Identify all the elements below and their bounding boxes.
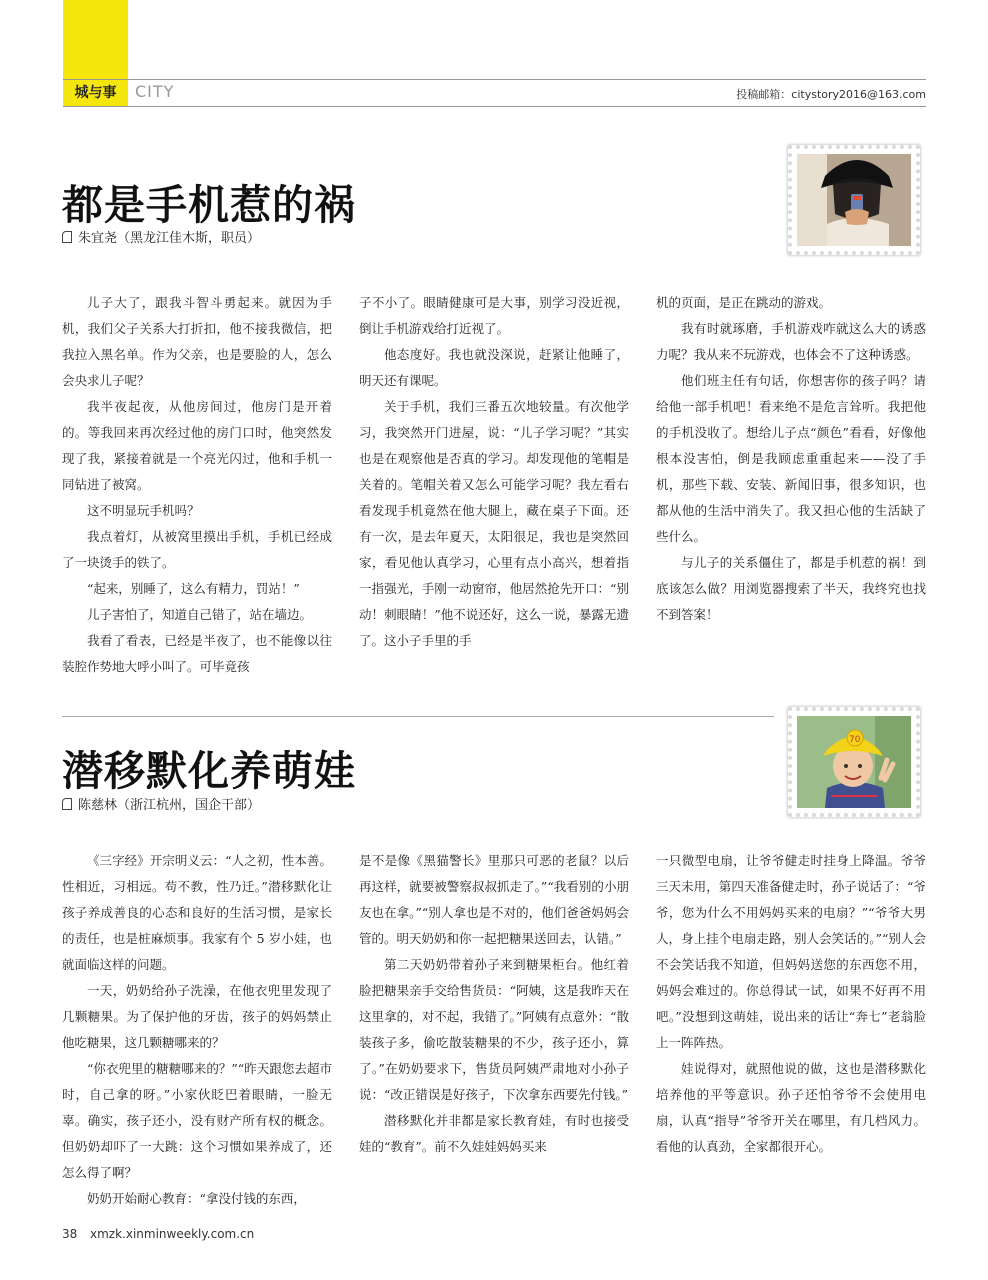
- paragraph: 奶奶开始耐心教育：“拿没付钱的东西，: [87, 1191, 306, 1206]
- article2-author: 陈慈林（浙江杭州，国企干部）: [78, 798, 261, 813]
- paragraph: 儿子害怕了，知道自己错了，站在墙边。: [87, 607, 313, 622]
- article2-column-3: [656, 848, 926, 1160]
- header-color-tab: [63, 0, 128, 79]
- header-rule-top: [63, 79, 926, 80]
- section-label: 城与事: [63, 80, 128, 106]
- paragraph: 他们班主任有句话，你想害你的孩子吗？请给他一部手机吧！看来绝不是危言耸听。我把他的手机没收了。想给儿子点“颜色”看看，好像他根本没害怕，倒是我顾虑重重起来——没了手机，那些下载、安装、新闻旧事，很多知识，也都从他的生活中消失了。我又担心他的生活缺了些什么。: [656, 373, 926, 544]
- paragraph: “你衣兜里的糖糖哪来的？”“昨天跟您去超市时，自己拿的呀。”小家伙眨巴着眼睛，一脸无辜。确实，孩子还小，没有财产所有权的概念。但奶奶却吓了一大跳：这个习惯如果养成了，还怎么得了啊？: [62, 1061, 332, 1180]
- photo-person-with-phone: [797, 154, 911, 246]
- article-divider: [62, 716, 774, 717]
- paragraph: 我有时就琢磨，手机游戏咋就这么大的诱惑力呢？我从来不玩游戏，也体会不了这种诱惑。: [656, 321, 926, 362]
- header-rule-bottom: [63, 106, 926, 107]
- paragraph: 娃说得对，就照他说的做，这也是潜移默化培养他的平等意识。孙子还怕爷爷不会使用电扇，认真“指导”爷爷开关在哪里，有几档风力。看他的认真劲，全家都很开心。: [656, 1061, 926, 1154]
- paragraph: 我点着灯，从被窝里摸出手机，手机已经成了一块烫手的铁了。: [62, 529, 332, 570]
- paragraph: 一天，奶奶给孙子洗澡，在他衣兜里发现了几颗糖果。为了保护他的牙齿，孩子的妈妈禁止他吃糖果，这几颗糖哪来的？: [62, 983, 332, 1050]
- article2-author-photo: [788, 707, 920, 817]
- paragraph: 子不小了。眼睛健康可是大事，别学习没近视，倒让手机游戏给打近视了。: [359, 295, 629, 336]
- paragraph: 儿子大了，跟我斗智斗勇起来。就因为手机，我们父子关系大打折扣，他不接我微信，把我拉入黑名单。作为父亲，也是要脸的人，怎么会央求儿子呢？: [62, 295, 332, 388]
- document-icon: [62, 798, 72, 810]
- paragraph: 这不明显玩手机吗？: [87, 503, 200, 518]
- paragraph: 我半夜起夜，从他房间过，他房门是开着的。等我回来再次经过他的房门口时，他突然发现了我，紧接着就是一个亮光闪过，他和手机一同钻进了被窝。: [62, 399, 332, 492]
- paragraph: 《三字经》开宗明义云：“人之初，性本善。性相近，习相远。苟不教，性乃迁。”潜移默化让孩子养成善良的心态和良好的生活习惯，是家长的责任，也是桩麻烦事。我家有个 5 岁小娃，也就面临这样的问题。: [62, 853, 332, 972]
- article2-column-1: [62, 848, 332, 1212]
- photo-illustration: [797, 154, 911, 246]
- article1-column-1: [62, 290, 332, 680]
- paragraph: 与儿子的关系僵住了，都是手机惹的祸！到底该怎么做？用浏览器搜索了半天，我终究也找不到答案！: [656, 555, 926, 622]
- photo-illustration: [797, 716, 911, 808]
- paragraph: 机的页面，是正在跳动的游戏。: [656, 295, 832, 310]
- paragraph: 关于手机，我们三番五次地较量。有次他学习，我突然开门进屋，说：“儿子学习呢？”其实也是在观察他是否真的学习。却发现他的笔帽是关着的。笔帽关着又怎么可能学习呢？我左看右看发现手机竟然在他大腿上，藏在桌子下面。还有一次，是去年夏天，太阳很足，我也是突然回家，看见他认真学习，心里有点小高兴，想着指一指强光，手刚一动窗帘，他居然抢先开口：“别动！刺眼睛！”他不说还好，这么一说，暴露无遗了。这小子手里的手: [359, 399, 629, 648]
- paragraph: 一只微型电扇，让爷爷健走时挂身上降温。爷爷三天未用，第四天准备健走时，孙子说话了：“爷爷，您为什么不用妈妈买来的电扇？”“爷爷大男人，身上挂个电扇走路，别人会笑话的。”“别人会不会笑话我不知道，但妈妈送您的东西您不用，妈妈会难过的。你总得试一试，如果不好再不用吧。”没想到这萌娃，说出来的话让“奔七”老翁脸上一阵阵热。: [656, 853, 926, 1050]
- article1-column-2: [359, 290, 629, 654]
- paragraph: 第二天奶奶带着孙子来到糖果柜台。他红着脸把糖果亲手交给售货员：“阿姨，这是我昨天在这里拿的，对不起，我错了。”阿姨有点意外：“散装孩子多，偷吃散装糖果的不少，孩子还小，算了。”在奶奶要求下，售货员阿姨严肃地对小孙子说：“改正错误是好孩子，下次拿东西要先付钱。”: [359, 957, 629, 1102]
- article2-column-2: [359, 848, 629, 1160]
- submission-email: 投稿邮箱：citystory2016@163.com: [736, 88, 926, 101]
- section-label-english: CITY: [135, 82, 175, 101]
- paragraph: 是不是像《黑猫警长》里那只可恶的老鼠？以后再这样，就要被警察叔叔抓走了。”“我看别的小朋友也在拿。”“别人拿也是不对的，他们爸爸妈妈会管的。明天奶奶和你一起把糖果送回去，认错。”: [359, 853, 629, 946]
- photo-child-in-cap: [797, 716, 911, 808]
- cap-badge-text: 70: [849, 735, 861, 745]
- paragraph: 我看了看表，已经是半夜了，也不能像以往装腔作势地大呼小叫了。可毕竟孩: [62, 633, 332, 674]
- article1-byline: [62, 227, 260, 246]
- article1-author-photo: [788, 145, 920, 255]
- article2-title: 潜移默化养萌娃: [62, 747, 356, 795]
- article1-title: 都是手机惹的祸: [62, 181, 356, 229]
- footer-url[interactable]: xmzk.xinminweekly.com.cn: [90, 1227, 255, 1241]
- paragraph: 他态度好。我也就没深说，赶紧让他睡了，明天还有课呢。: [359, 347, 629, 388]
- document-icon: [62, 231, 72, 243]
- article2-byline: [62, 794, 260, 813]
- paragraph: 潜移默化并非都是家长教育娃，有时也接受娃的“教育”。前不久娃娃妈妈买来: [359, 1113, 629, 1154]
- page-number: 38: [62, 1227, 78, 1241]
- article1-column-3: [656, 290, 926, 628]
- article1-author: 朱宜尧（黑龙江佳木斯，职员）: [78, 231, 261, 246]
- paragraph: “起来，别睡了，这么有精力，罚站！”: [87, 581, 300, 596]
